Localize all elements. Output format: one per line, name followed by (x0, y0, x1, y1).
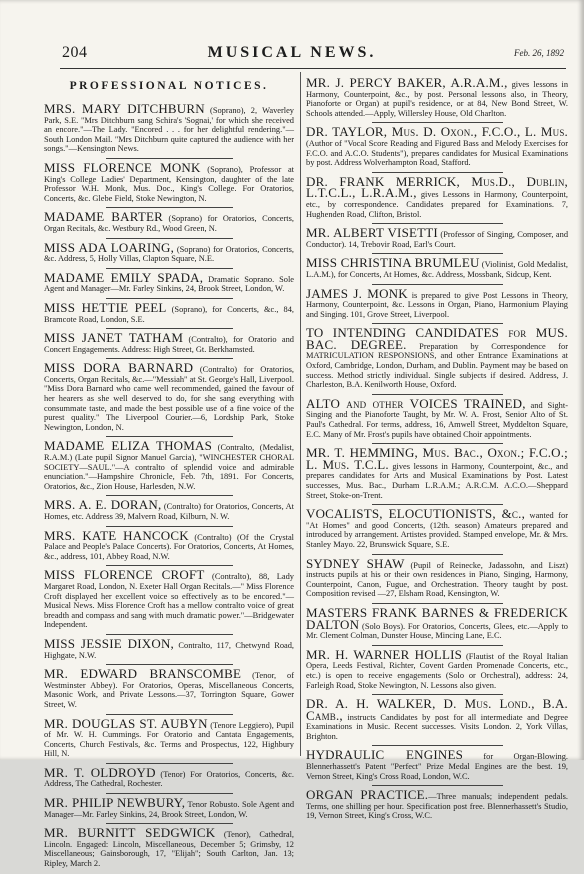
notice-name: VOCALISTS, ELOCUTIONISTS, &c., (306, 506, 526, 522)
section-title: PROFESSIONAL NOTICES. (69, 80, 269, 92)
notice-name: MR. T. OLDROYD (44, 764, 156, 780)
notice-text: (Pupil of Reinecke, Jadassohn, and Liszt) instructs pupils at his or their own residences in Piano, Singing, Harmony, Counterpoint, Canon, Fugue, and Orchestration. Theory taught by post. Composition revised —27, Elsham Road, Kensington, W. (306, 560, 568, 599)
header-rule (60, 68, 566, 69)
notice-text: Preparation by Correspondence for MATRICULATION RESPONSIONS, and other Entrance Examinations at Oxford, Cambridge, London, Durham, and Dublin. Payment may be based on success. Method strictly individual. Single subjects if desired. Address, J. Charleston, B.A. Kenilworth House, Oxford. (306, 341, 568, 390)
notice-text: (Professor of Singing, Composer, and Conductor). 14, Trebovir Road, Earl's Court. (306, 230, 569, 249)
notice-item (306, 695, 568, 746)
notice-item (42, 496, 296, 526)
notice-item (42, 159, 296, 208)
notice-name: MISS FLORENCE CROFT (44, 567, 205, 583)
notice-item (306, 555, 568, 604)
notice-text: Contralto, 117, Chetwynd Road, Highgate, N.W. (44, 640, 295, 660)
notice-text: (Contralto), for Oratorio and Concert Engagements. Address: High Street, Gt. Berkhamsted. (44, 335, 294, 354)
page-header (0, 44, 584, 68)
notice-text: gives lessons in Harmony, Counterpoint, &c., and prepares candidates for Arts and Musical Examinations by Post. Latest successes, Mus. Bac., Durham L.R.A.M.; A.R.C.M. A.C.O.—Sheppard Street, Stoke-on-Trent. (306, 461, 568, 500)
notice-item (42, 715, 296, 764)
page-number: 204 (62, 44, 88, 61)
notice-name: MISS JANET TATHAM (44, 330, 184, 346)
notice-item (42, 359, 296, 437)
right-column (306, 74, 569, 821)
notice-text: (Contralto) (Of the Crystal Palace and People's Palace Concerts). For Oratorios, Concerts, At Homes, &c., address, 101, Abbey Road, N.W. (44, 532, 294, 561)
right-notices-list (306, 74, 568, 826)
notice-item (42, 437, 296, 496)
notice-name: JAMES J. MONK (306, 285, 408, 301)
notice-item (306, 123, 568, 172)
notice-item (42, 824, 296, 873)
notice-text: —Three manuals; independent pedals. Terms, one shilling per hour. Specification post free. Blennerhassett's Studio, 19, Vernon Street, King's Cross, W.C. (306, 792, 568, 821)
notice-name: MADAME ELIZA THOMAS (44, 438, 213, 454)
notice-name: MISS ADA LOARING, (44, 239, 175, 255)
notice-name: MR. J. PERCY BAKER, A.R.A.M., (306, 75, 508, 90)
notice-name: MADAME EMILY SPADA, (44, 269, 204, 285)
notice-name: MR. DOUGLAS ST. AUBYN (44, 715, 208, 731)
notice-name: MR. EDWARD BRANSCOMBE (44, 666, 242, 682)
notice-item (306, 505, 568, 554)
notice-name: DR. FRANK MERRICK, Mus.D., Dublin, L.T.C.L., L.R.A.M., (306, 173, 568, 201)
notice-text: is prepared to give Post Lessons in Theory, Harmony, Counterpoint, &c. Lessons in Organ, Piano, Harmonium Playing and Singing. 101, Grove Street, Liverpool. (306, 290, 569, 319)
notice-item (42, 665, 296, 714)
notice-text: (Author of "Vocal Score Reading and Figured Bass and Melody Exercises for F.C.O. and A.C.O. Students"), prepares candidates for Musical Examinations by post. Address Wolverhampton Road, Stafford. (306, 138, 568, 168)
notice-item (42, 635, 296, 665)
notice-text: gives lessons in Harmony, Counterpoint, &c., by post. Personal lessons also, in Theory, Pianoforte or Organ) at pupil's residence, or at 84, New Bond Street, W. Schools attended.—Apply, Willersley House, Old Charlton. (306, 80, 569, 118)
notice-name: MISS FLORENCE MONK (44, 159, 201, 175)
notice-name: MASTERS FRANK BARNES & FREDERICK DALTON (306, 604, 568, 632)
notice-name: MR. ALBERT VISETTI (306, 225, 438, 241)
notice-text: for Organ-Blowing. Blennerhassett's Patent "Perfect" Prize Medal Engines are the best. 19, Vernon Street, King's Cross Road, London, W.C. (306, 752, 569, 781)
notice-item (306, 173, 568, 224)
notice-text: (Contralto) for Oratorios, Concerts, At Homes, etc. Address 39, Malvern Road, Kilburn, N. W. (44, 502, 294, 521)
notice-item (306, 324, 568, 395)
notice-text: (Soprano) for Oratorios, Concerts, Organ Recitals, &c. Westbury Rd., Wood Green, N. (44, 214, 294, 233)
notice-text: (Contralto, (Medalist, R.A.M.) (Late pupil Signor Manuel Garcia), "WINCHESTER CHORAL SOCIETY—SAUL."—A contralto of splendid voice and admirable enunciation."—Hampshire Chronicle, Feb. 7th, 1891. For Concerts, Oratorios, &c., Zion House, Harlesden, N.W. (44, 443, 294, 491)
notice-text: (Tenor), Cathedral, Lincoln. Engaged: Lincoln, Miscellaneous, December 5; Grimsby, 12 Miscellaneous; Gainsborough, 17, "Elijah"; South Carlton, Jan. 13; Ripley, March 2. (44, 830, 294, 869)
notice-item (306, 395, 568, 444)
notice-item (42, 100, 296, 159)
notice-text: wanted for "At Homes" and good Concerts, (12th. season) Amateurs prepared and introduced by arrangement. Artistes provided. Stamped envelope, Mr. & Mrs. Stanley Mayo. 22, Brunswick Square, S.E. (306, 511, 568, 549)
notice-text: (Soprano), Professor at King's College Ladies' Department, Kensington, daughter of the late Professor W.H. Monk, Mus. Doc., King's College. For Oratorios, Concerts, &c. Glebe Field, Stoke Newington, N. (44, 164, 295, 203)
notice-item (42, 239, 296, 269)
left-notices-list (42, 100, 296, 874)
notice-name: MR. PHILIP NEWBURY, (44, 795, 186, 811)
notice-text: (Tenor, of Westminster Abbey). For Oratorios, Operas, Miscellaneous Concerts, Masonic Work, and Private Lessons.—37, Torrington Square, Gower Street, W. (44, 671, 294, 709)
notice-name: ORGAN PRACTICE. (306, 787, 429, 803)
notice-item (306, 74, 568, 123)
notice-text: (Violinist, Gold Medalist, L.A.M.), for Concerts, At Homes, &c. Address, Mossbank, Sidcup, Kent. (306, 260, 568, 279)
notice-name: MR. T. HEMMING, Mus. Bac., Oxon.; F.C.O.; L. Mus. T.C.L. (306, 445, 568, 472)
notice-item (42, 794, 296, 824)
notice-text: (Flautist of the Royal Italian Opera, Leeds Festival, Richter, Covent Garden Promenade Concerts, etc., etc.) is open to receive engagements (Solo or Orchestral), address: 24, Farleigh Road, Stoke Newington, N. Lessons also given. (306, 651, 568, 690)
notice-item (306, 604, 568, 646)
notice-item (306, 646, 568, 695)
notice-item (42, 299, 296, 329)
notice-text: (Soprano), for Concerts, &c., 84, Bramcote Road, London, S.E. (44, 304, 294, 324)
masthead-title: MUSICAL NEWS. (207, 44, 377, 61)
notice-text: gives Lessons in Harmony, Counterpoint, etc., by correspondence. Candidates prepared for Examinations. 7, Hughenden Road, Clifton, Bristol. (306, 190, 569, 219)
notice-text: (Tenor) For Oratorios, Concerts, &c. Address, The Cathedral, Rochester. (44, 769, 294, 789)
notice-name: MRS. KATE HANCOCK (44, 527, 189, 543)
notice-text: (Contralto) for Oratorios, Concerts, Organ Recitals, &c.—"Messiah" at St. George's Hall, Liverpool. "Miss Dora Barnard who came well recommended, gained the favour of her hearers as she well deserved to do, for she sang everything with consummate taste, and made the best possible use of a fine voice of the purest quality." The Liverpool Courier.—6, Lordship Park, Stoke Newington, London, N. (44, 365, 294, 432)
notice-item (306, 285, 568, 325)
notice-name: DR. A. H. WALKER, D. Mus. Lond., B.A. Camb., (306, 696, 568, 723)
notice-text: (Solo Boys). For Oratorios, Concerts, Glees, etc.—Apply to Mr. Clement Colman, Dunster House, Mincing Lane, E.C. (306, 621, 568, 641)
left-column (42, 74, 296, 869)
notice-name: ALTO and other VOICES TRAINED, (306, 395, 526, 411)
notice-item (306, 224, 568, 254)
notice-text: (Soprano) for Oratorios, Concerts, &c. Address, 5, Holly Villas, Clapton Square, N.E. (44, 244, 294, 264)
notice-name: MRS. A. E. DORAN, (44, 497, 162, 513)
notice-text: Dramatic Soprano. Sole Agent and Manager—Mr. Farley Sinkins, 24, Brook Street, London, W. (44, 274, 294, 294)
notice-text: (Contralto), 88, Lady Margaret Road, London, N. Exeter Hall Organ Recitals.—" Miss Florence Croft displayed her excellent voice so effectively as to be encored."—Musical News. Miss Florence Croft has a mellow contralto voice of great breadth and compass and sang with much dramatic power."—Bridgewater Independent. (44, 572, 294, 630)
notice-text: instructs Candidates by post for all intermediate and Degree Examinations in Music. Recent successes. Visits London. 2, York Villas, Brighton. (306, 712, 568, 741)
notice-item (306, 786, 568, 826)
notice-name: MISS CHRISTINA BRUMLEU (306, 255, 480, 271)
notice-item (42, 764, 296, 794)
notice-name: TO INTENDING CANDIDATES for MUS. BAC. DEGREE. (306, 325, 568, 352)
issue-date: Feb. 26, 1892 (514, 48, 564, 58)
notice-text: (Tenore Leggiero), Pupil of Mr. W. H. Cummings. For Oratorio and Cantata Engagements, Concerts, Church Festivals, &c. Terms and Prospectus, 122, Highbury Hill, N. (44, 720, 294, 759)
notice-name: MISS HETTIE PEEL (44, 299, 167, 315)
notice-item (306, 444, 568, 505)
notice-name: MADAME BARTER (44, 209, 164, 225)
notice-name: MR. BURNITT SEDGWICK (44, 825, 216, 841)
notice-name: HYDRAULIC ENGINES (306, 747, 464, 763)
notice-text: (Soprano), 2, Waverley Park, S.E. "Mrs Ditchburn sang Schira's 'Sognai,' for which she received an encore."—The Lady. "Encored . . . for her delightful rendering."—South London Mail. "Mrs Ditchburn quite captured the audience with her songs."—Kensington News. (44, 106, 294, 154)
notice-text: and Sight-Singing and the Pianoforte Taught, by Mr. W. A. Frost, Senior Alto of St. Paul's Cathedral. For terms, address, 16, Amwell Street, Myddelton Square, E.C. Many of Mr. Frost's pupils have obtained Choir appointments. (306, 400, 568, 439)
column-divider (300, 72, 301, 756)
notice-item (42, 269, 296, 299)
notice-name: DR. TAYLOR, Mus. D. Oxon., F.C.O., L. Mus. (306, 124, 568, 140)
notice-item (42, 566, 296, 635)
notice-name: MR. H. WARNER HOLLIS (306, 646, 463, 662)
notice-name: MRS. MARY DITCHBURN (44, 101, 205, 116)
notice-name: MISS DORA BARNARD (44, 360, 194, 376)
notice-item (306, 746, 568, 786)
notice-item (42, 208, 296, 238)
notice-item (306, 254, 568, 284)
notice-text: Tenor Robusto. Sole Agent and Manager—Mr. Farley Sinkins, 24, Brook Street, London, W. (44, 800, 295, 819)
notice-name: SYDNEY SHAW (306, 555, 405, 571)
notice-name: MISS JESSIE DIXON, (44, 635, 174, 651)
notice-item (42, 329, 296, 359)
notice-item (42, 527, 296, 567)
